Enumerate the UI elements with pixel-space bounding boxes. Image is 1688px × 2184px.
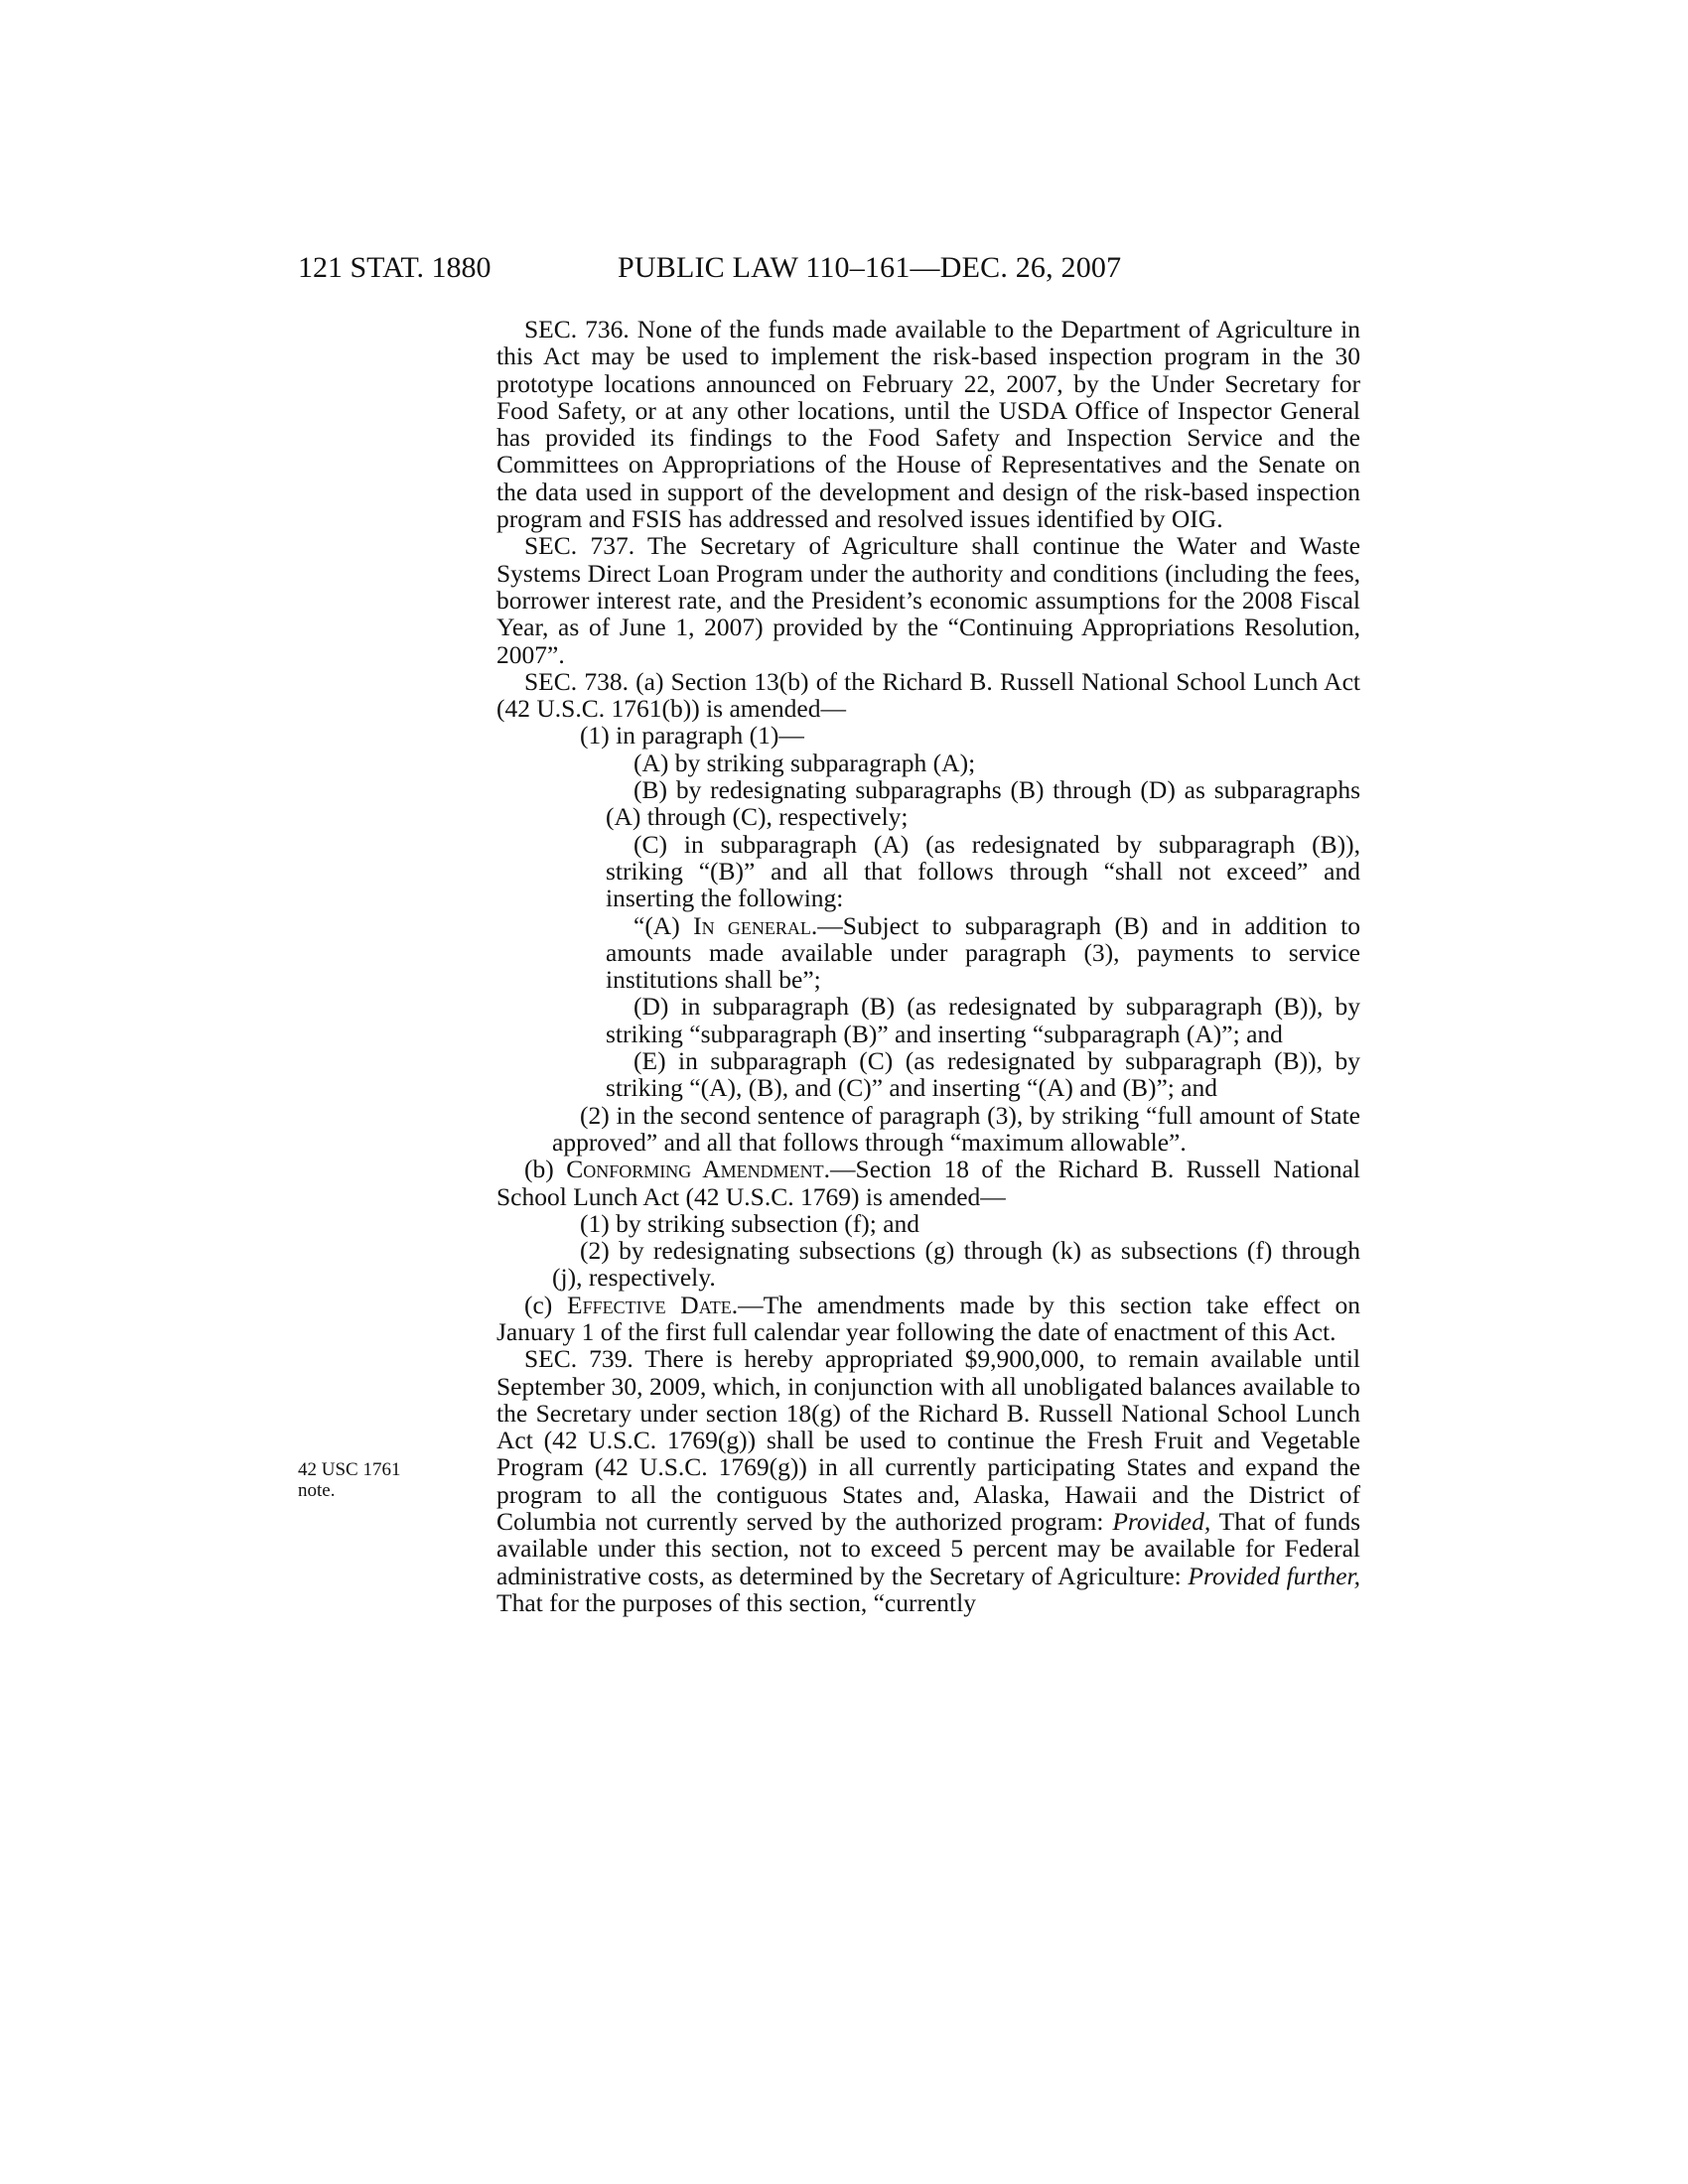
subparagraph-a: (A) by striking subparagraph (A); (633, 748, 976, 777)
document-body (496, 316, 1360, 1616)
section-737 (496, 532, 1360, 667)
provided-clause: Provided, (1112, 1507, 1211, 1537)
subsection-b-item-1: (1) by striking subsection (f); and (580, 1208, 920, 1238)
subsection-c-heading: Effective Date (567, 1290, 732, 1319)
subparagraph-b: (B) by redesignating subparagraphs (B) through (D) as subparagraphs (A) through (C), respectively; (606, 775, 1360, 832)
paragraph-1: (1) in paragraph (1)— (580, 721, 804, 751)
quoted-body: .—Subject to subparagraph (B) and in addition to amounts made available under paragraph (3), payments to service institutions shall be”; (606, 910, 1360, 995)
quoted-heading: In general (693, 910, 811, 940)
page-header (298, 248, 1231, 288)
subsection-b-heading: Conforming Amendment (566, 1155, 824, 1184)
subparagraph-e: (E) in subparagraph (C) (as redesignated by subparagraph (B)), by striking “(A), (B), and (C)” and inserting “(A) and (B)”; and (606, 1046, 1360, 1103)
section-label: SEC. (524, 1344, 578, 1374)
quoted-open: “(A) (633, 910, 694, 940)
section-736-text: 736. None of the funds made available to the Department of Agriculture in this Act may be used to implement the risk-based inspection program in the 30 prototype locations announced on February 22, 2007, by the Under Secretary for Food Safety, or at any other locations, until the USDA Office of Inspector General has provided its findings to the Food Safety and Inspection Service and the Committees on Appropriations of the House of Representatives and the Senate on the data used in support of the development and design of the risk-based inspection program and FSIS has addressed and resolved issues identified by OIG. (496, 315, 1360, 534)
subparagraph-d: (D) in subparagraph (B) (as redesignated by subparagraph (B)), by striking “subparagraph (B)” and inserting “subparagraph (A)”; and (606, 992, 1360, 1048)
margin-note-citation: 42 USC 1761 (298, 1459, 401, 1480)
section-label: SEC. (524, 666, 578, 696)
provided-further-clause: Provided further, (1188, 1561, 1360, 1590)
statute-page-number: 121 STAT. 1880 (298, 251, 492, 284)
section-label: SEC. (524, 315, 578, 343)
section-739 (496, 1345, 1360, 1616)
subsection-b (496, 1156, 1360, 1210)
subsection-b-open: (b) (524, 1155, 567, 1184)
section-739-text-c: That for the purposes of this section, “currently (496, 1587, 976, 1617)
subsection-c (496, 1292, 1360, 1346)
section-739-text-b: That of funds available under this section, not to exceed 5 percent may be available for Federal administrative costs, as determined by the Secretary of Agriculture: (496, 1507, 1360, 1590)
subparagraph-c: (C) in subparagraph (A) (as redesignated by subparagraph (B)), striking “(B)” and all that follows through “shall not exceed” and inserting the following: (606, 829, 1360, 913)
section-739-text-a: 739. There is hereby appropriated $9,900,000, to remain available until September 30, 2009, which, in conjunction with all unobligated balances available to the Secretary under section 18(g) of the Richard B. Russell National School Lunch Act (42 U.S.C. 1769(g)) shall be used to continue the Fresh Fruit and Vegetable Program (42 U.S.C. 1769(g)) in all currently participating States and expand the program to all the contiguous States and, Alaska, Hawaii and the District of Columbia not currently served by the authorized program: (496, 1344, 1360, 1537)
section-737-text: 737. The Secretary of Agriculture shall continue the Water and Waste Systems Direct Loan Program under the authority and conditions (including the fees, borrower interest rate, and the President’s economic assumptions for the 2008 Fiscal Year, as of June 1, 2007) provided by the “Continuing Appropriations Resolution, 2007”. (496, 531, 1360, 669)
margin-note-suffix: note. (298, 1480, 336, 1501)
subsection-b-item-2: (2) by redesignating subsections (g) through (k) as subsections (f) through (j), respectively. (552, 1236, 1360, 1293)
subsection-c-body: .—The amendments made by this section take effect on January 1 of the first full calendar year following the date of enactment of this Act. (496, 1290, 1360, 1346)
section-736 (496, 316, 1360, 532)
quoted-text-in-general (496, 912, 1360, 994)
section-738 (496, 668, 1360, 723)
subsection-b-body: .—Section 18 of the Richard B. Russell National School Lunch Act (42 U.S.C. 1769) is amended— (496, 1155, 1361, 1211)
subsection-c-open: (c) (524, 1290, 567, 1319)
paragraph-2: (2) in the second sentence of paragraph (3), by striking “full amount of State approved” and all that follows through “maximum allowable”. (552, 1100, 1360, 1157)
section-label: SEC. (524, 531, 578, 561)
section-738-text: 738. (a) Section 13(b) of the Richard B. Russell National School Lunch Act (42 U.S.C. 1761(b)) is amended— (496, 666, 1360, 724)
public-law-title: PUBLIC LAW 110–161—DEC. 26, 2007 (618, 251, 1122, 284)
margin-note (298, 1459, 437, 1501)
